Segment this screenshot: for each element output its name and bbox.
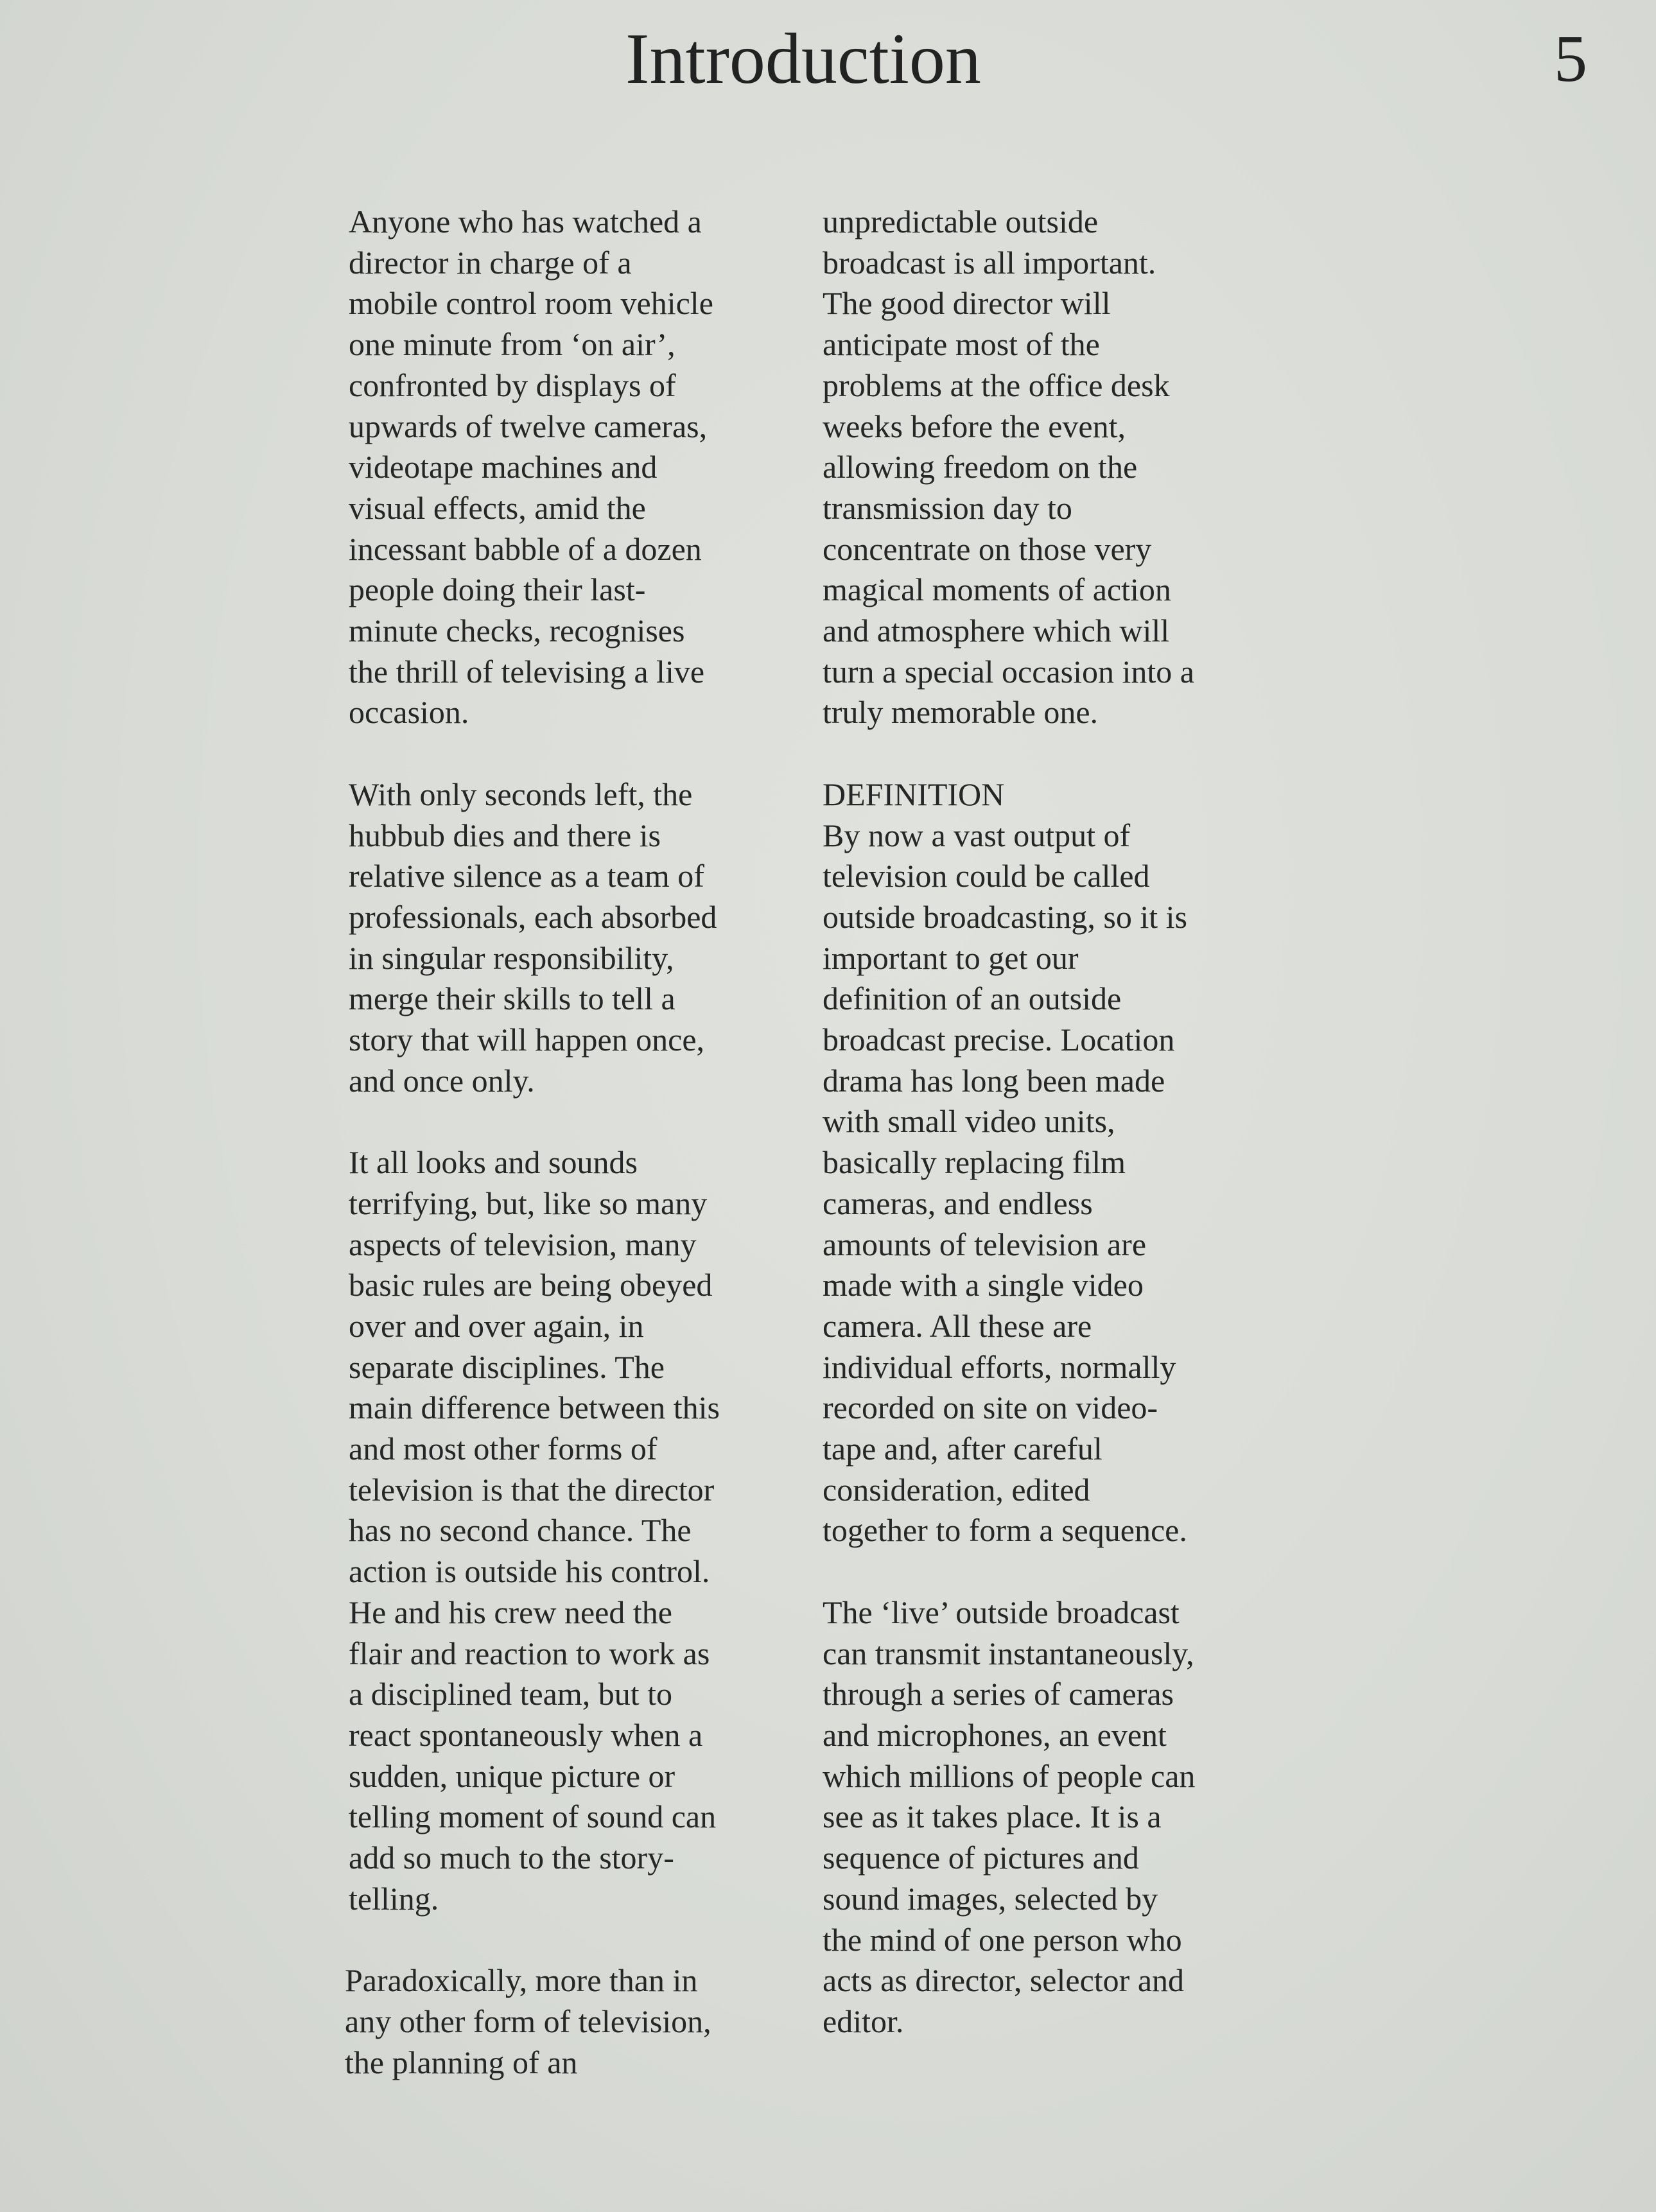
text-line: broadcast is all important. [823, 244, 1156, 281]
text-line: broadcast precise. Location [823, 1022, 1175, 1058]
page-title: Introduction [625, 19, 981, 99]
text-line: truly memorable one. [823, 694, 1099, 731]
text-line: separate disciplines. The [349, 1348, 665, 1385]
text-line: the planning of an [345, 2044, 578, 2080]
text-line: anticipate most of the [823, 326, 1100, 363]
text-line: upwards of twelve cameras, [349, 408, 708, 444]
text-line: cameras, and endless [823, 1185, 1093, 1221]
text-line: incessant babble of a dozen [349, 530, 702, 567]
text-line: drama has long been made [823, 1062, 1165, 1099]
text-line: and microphones, an event [823, 1716, 1167, 1753]
text-line: turn a special occasion into a [823, 653, 1194, 690]
text-line: unpredictable outside [823, 204, 1099, 239]
text-line: outside broadcasting, so it is [823, 898, 1187, 935]
text-line: With only seconds left, the [349, 776, 693, 812]
text-line: television could be called [823, 858, 1150, 894]
text-line: individual efforts, normally [823, 1348, 1176, 1385]
text-line: basic rules are being obeyed [349, 1267, 713, 1303]
text-line: allowing freedom on the [823, 449, 1138, 485]
paragraph-opening [349, 202, 837, 733]
text-line: the mind of one person who [823, 1921, 1182, 1958]
text-line: through a series of cameras [823, 1676, 1174, 1712]
text-line: camera. All these are [823, 1307, 1092, 1344]
text-line: people doing their last- [349, 571, 646, 608]
text-line: director in charge of a [349, 244, 632, 281]
text-line: television is that the director [349, 1471, 715, 1508]
text-line: main difference between this [349, 1389, 720, 1426]
text-line: visual effects, amid the [349, 489, 646, 526]
text-line: over and over again, in [349, 1307, 644, 1344]
paragraph-live-broadcast [823, 1592, 1311, 2042]
text-line: action is outside his control. [349, 1553, 710, 1590]
text-line: acts as director, selector and [823, 1962, 1185, 1999]
text-line: can transmit instantaneously, [823, 1635, 1194, 1671]
section-heading: DEFINITION [823, 776, 1005, 812]
text-line: telling. [349, 1880, 439, 1917]
text-line: which millions of people can [823, 1757, 1196, 1794]
text-line: professionals, each absorbed [349, 898, 717, 935]
text-line: with small video units, [823, 1103, 1115, 1140]
paragraph-paradoxically [345, 1960, 837, 2083]
page-number: 5 [1554, 22, 1587, 96]
text-line: in singular responsibility, [349, 939, 674, 976]
text-line: minute checks, recognises [349, 613, 685, 649]
text-line: concentrate on those very [823, 530, 1152, 567]
text-line: and atmosphere which will [823, 613, 1170, 649]
text-line: amounts of television are [823, 1226, 1147, 1262]
text-line: basically replacing film [823, 1144, 1126, 1181]
text-line: confronted by displays of [349, 367, 676, 403]
text-line: made with a single video [823, 1267, 1144, 1303]
text-line: The good director will [823, 285, 1111, 322]
right-column [823, 202, 1311, 2083]
text-line: telling moment of sound can [349, 1798, 717, 1835]
text-line: It all looks and sounds [349, 1144, 638, 1181]
text-line: Paradoxically, more than in [345, 1962, 698, 1999]
text-line: relative silence as a team of [349, 858, 704, 894]
text-line: the thrill of televising a live [349, 653, 705, 690]
text-line: and most other forms of [349, 1431, 658, 1467]
paragraph-terrifying [349, 1142, 837, 1919]
text-line: a disciplined team, but to [349, 1676, 673, 1712]
text-line: problems at the office desk [823, 367, 1170, 403]
text-line: occasion. [349, 694, 469, 731]
text-line: mobile control room vehicle [349, 285, 713, 322]
text-line: terrifying, but, like so many [349, 1185, 708, 1221]
text-line: react spontaneously when a [349, 1716, 703, 1753]
text-line: sudden, unique picture or [349, 1757, 675, 1794]
text-line: transmission day to [823, 489, 1072, 526]
text-line: important to get our [823, 939, 1079, 976]
text-line: The ‘live’ outside broadcast [823, 1594, 1180, 1630]
text-line: magical moments of action [823, 571, 1171, 608]
text-line: weeks before the event, [823, 408, 1126, 444]
paragraph-seconds-left [349, 774, 837, 1102]
text-line: tape and, after careful [823, 1431, 1103, 1467]
text-line: flair and reaction to work as [349, 1635, 710, 1671]
text-line: videotape machines and [349, 449, 658, 485]
text-line: By now a vast output of [823, 817, 1131, 853]
text-line: story that will happen once, [349, 1022, 705, 1058]
text-line: together to form a sequence. [823, 1512, 1187, 1549]
text-line: add so much to the story- [349, 1840, 674, 1876]
text-line: sequence of pictures and [823, 1840, 1139, 1876]
text-line: Anyone who has watched a [349, 204, 702, 239]
left-column [345, 202, 837, 2124]
text-line: any other form of television, [345, 2003, 711, 2039]
paragraph-planning [823, 202, 1311, 733]
text-line: one minute from ‘on air’, [349, 326, 675, 363]
text-line: editor. [823, 2003, 904, 2039]
text-line: has no second chance. The [349, 1512, 692, 1549]
text-line: consideration, edited [823, 1471, 1090, 1508]
text-line: and once only. [349, 1062, 535, 1099]
text-line: recorded on site on video- [823, 1389, 1158, 1426]
paragraph-definition [823, 774, 1311, 1551]
text-line: definition of an outside [823, 980, 1122, 1017]
text-line: hubbub dies and there is [349, 817, 661, 853]
text-line: sound images, selected by [823, 1880, 1158, 1917]
text-line: see as it takes place. It is a [823, 1798, 1162, 1835]
text-line: aspects of television, many [349, 1226, 697, 1262]
text-line: merge their skills to tell a [349, 980, 675, 1017]
text-line: He and his crew need the [349, 1594, 672, 1630]
